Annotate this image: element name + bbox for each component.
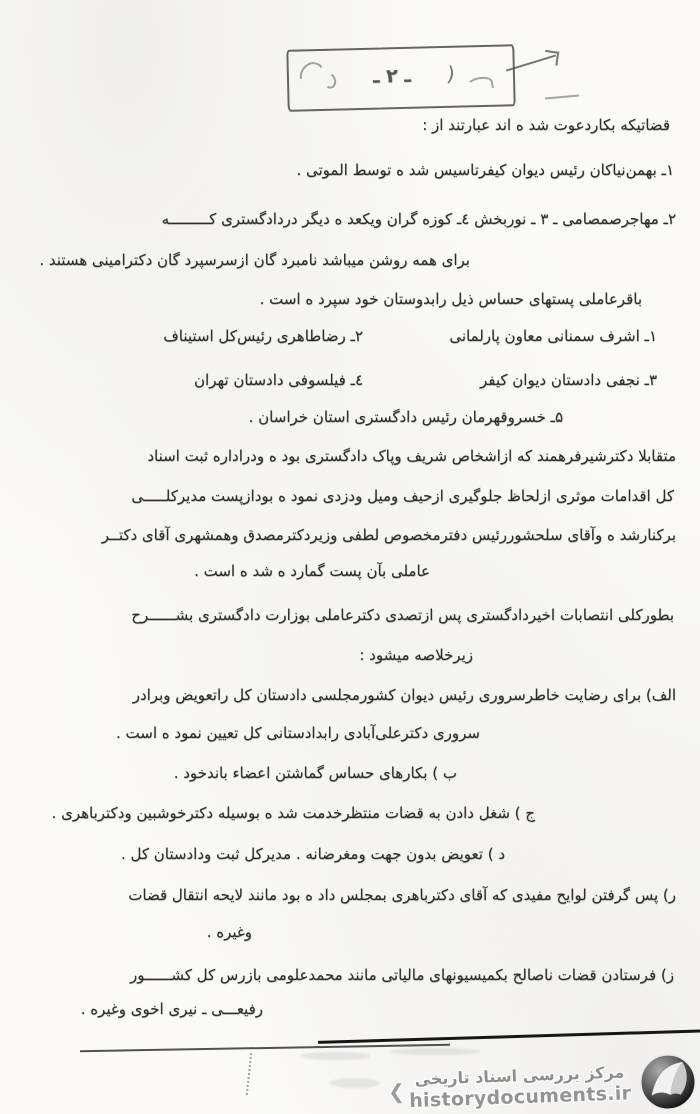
text-line: الف) برای رضایت خاطرسروری رئیس دیوان کشورمجلسی دادستان کل راتعویض وبرادر bbox=[132, 686, 676, 704]
text-line: بطورکلی انتصابات اخیردادگستری پس ازتصدی دکترعاملی بوزارت دادگستری بشــــــرح bbox=[131, 606, 674, 624]
watermark-url: historydocuments.ir bbox=[409, 1082, 632, 1113]
page-number: ـ ۲ ـ bbox=[372, 64, 412, 88]
text-line: ب ) بکارهای حساس گماشتن اعضاء باندخود . bbox=[173, 764, 457, 782]
page-number-stamp bbox=[286, 44, 515, 112]
text-line: ج ) شغل دادن به قضات منتظرخدمت شد ه بوسیله دکترخوشبین ودکترباهری . bbox=[51, 804, 535, 822]
scan-smudge bbox=[300, 1052, 370, 1060]
list-item-left-col: ۲ـ رضاطاهری رئیس‌کل استیناف bbox=[163, 327, 363, 345]
text-line: عاملی بآن پست گمارد ه شد ه است . bbox=[194, 562, 430, 580]
text-line: زیرخلاصه میشود : bbox=[359, 646, 473, 664]
text-line: د ) تعویض بدون جهت ومغرضانه . مدیرکل ثبت ودادستان کل . bbox=[120, 845, 505, 863]
text-line: کل اقدامات موثری ازلحاظ جلوگیری ازحیف ومیل ودزدی نمود ه بودازپست مدیرکلـــــی bbox=[131, 487, 674, 505]
text-line: ز) فرستادن قضات ناصالح بکمیسیونهای مالیاتی مانند محمدعلومی بازرس کل کشــــــور bbox=[130, 966, 674, 984]
pen-paren-mark: ( bbox=[445, 61, 457, 87]
text-line: وغیره . bbox=[206, 923, 252, 941]
text-line: برای همه روشن میباشد نامبرد گان ازسرسپرد گان دکترامینی هستند . bbox=[39, 251, 470, 269]
text-line: قضاتیکه بکاردعوت شد ه اند عبارتند از : bbox=[422, 116, 670, 134]
text-line: ۲ـ مهاجرصمصامی ـ ۳ ـ نوربخش ٤ـ کوزه گران ویکعد ه دیگر دردادگستری کـــــــــه bbox=[161, 210, 676, 228]
pen-scribble-icon bbox=[321, 71, 338, 90]
pen-smudge-mark bbox=[246, 1053, 252, 1095]
pen-scribble-icon bbox=[466, 75, 494, 93]
text-line: سروری دکترعلی‌آبادی رابدادستانی کل تعیین نمود ه است . bbox=[116, 724, 480, 742]
text-line: برکنارشد ه وآقای سلحشوررئیس دفترمخصوص لطفی وزیردکترمصدق وهمشهری آقای دکتــر bbox=[101, 526, 676, 544]
text-line: ۱ـ بهمن‌نیاکان رئیس دیوان کیفرتاسیس شد ه توسط الموتی . bbox=[296, 161, 674, 179]
scan-artifact-line bbox=[318, 1029, 700, 1044]
text-line: ۵ـ خسروقهرمان رئیس دادگستری استان خراسان . bbox=[248, 408, 563, 426]
watermark-text bbox=[408, 1062, 631, 1112]
angle-mark-icon: ❮ bbox=[387, 1079, 406, 1104]
list-item-right-col: ۱ـ اشرف سمنانی معاون پارلمانی bbox=[449, 327, 657, 345]
pen-scribble-icon bbox=[297, 58, 325, 88]
archive-watermark bbox=[387, 1052, 698, 1114]
list-item-right-col: ۳ـ نجفی دادستان دیوان کیفر bbox=[479, 371, 657, 389]
scan-smudge bbox=[330, 1078, 380, 1088]
list-item-left-col: ٤ـ فیلسوفی دادستان تهران bbox=[194, 371, 363, 389]
text-line: باقرعاملی پستهای حساس ذیل رابدوستان خود سپرد ه است . bbox=[259, 290, 642, 308]
pen-dash-mark bbox=[545, 95, 579, 100]
history-documents-logo-icon bbox=[638, 1052, 698, 1112]
watermark-title: مرکز بررسی اسناد تاریخی bbox=[414, 1062, 625, 1089]
text-line: ر) پس گرفتن لوایح مفیدی که آقای دکترباهری بمجلس داد ه بود مانند لایحه انتقال قضات bbox=[128, 886, 676, 904]
text-line: متقابلا دکترشیرفرهمند که ازاشخاص شریف وپاک دادگستری بود ه ودراداره ثبت اسناد bbox=[147, 447, 676, 465]
text-line: رفیعـــی ـ نیری اخوی وغیره . bbox=[80, 1000, 263, 1018]
scan-smudge bbox=[390, 1048, 480, 1055]
